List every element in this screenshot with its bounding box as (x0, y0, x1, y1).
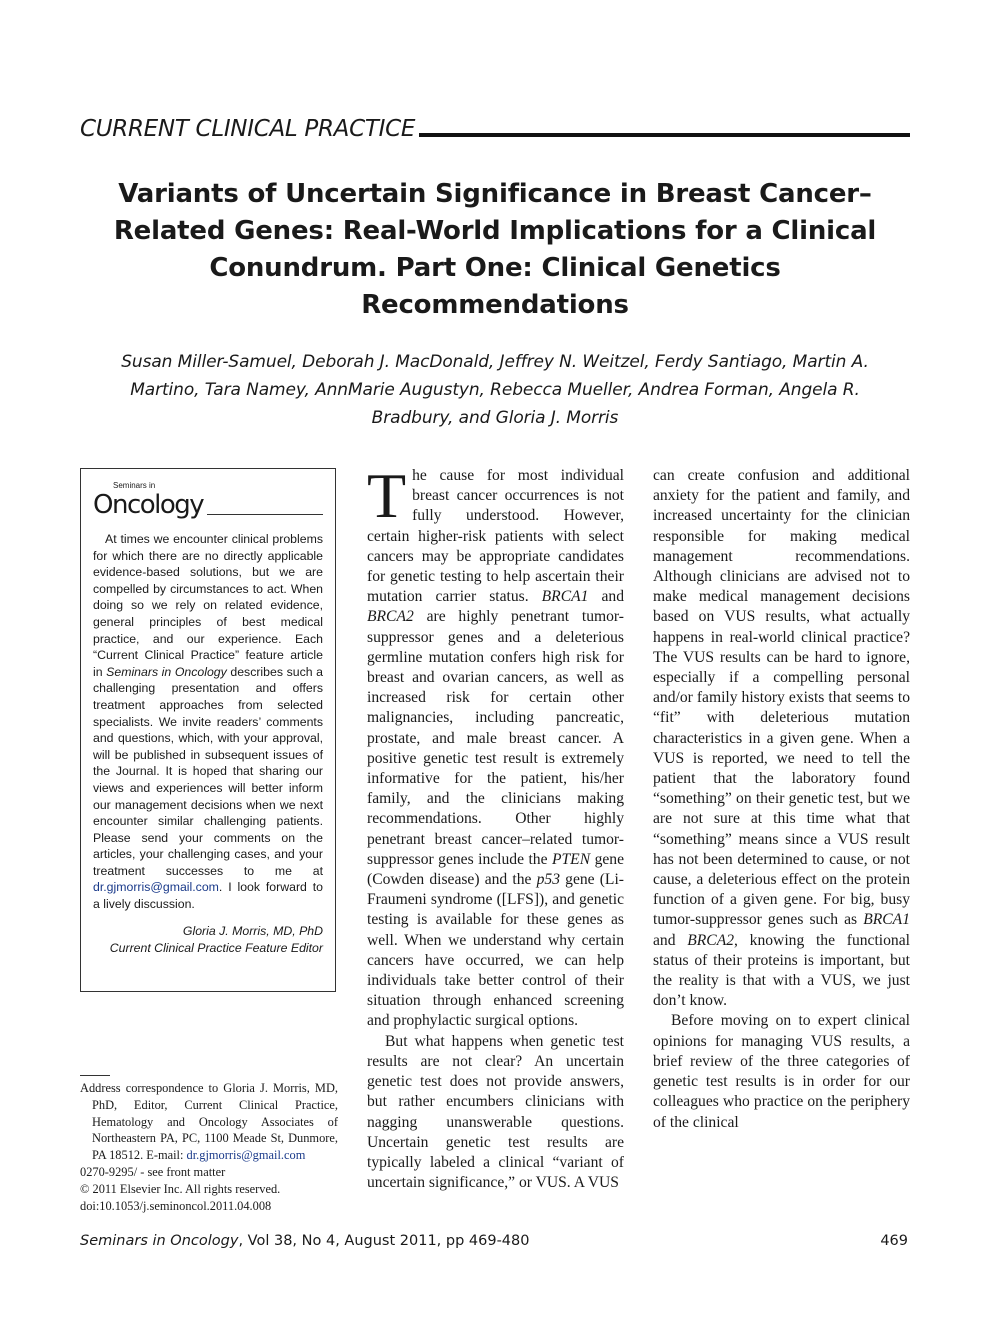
body-paragraph-3: Before moving on to expert clinical opinions for managing VUS results, a brief review of the three categories of genetic test results is in order for our colleagues who practice on the periphery of the clinical (653, 1012, 910, 1131)
article-title: Variants of Uncertain Significance in Breast Cancer–Related Genes: Real-World Implications for a Clinical Conundrum. Part One: Clinical Genetics Recommendations (113, 179, 877, 320)
paragraph-2-continuation-text: can create confusion and additional anxiety for the patient and family, and increased uncertainty for the clinician responsible for making medical management recommendations. Although clinicians are advised not to make medical management decisions based on VUS results, what actually happens in real-world clinical practice? The VUS results can be hard to ignore, especially if a compelling personal and/or family history exists that seems to “fit” with deleterious mutation characteristics in a given gene. When a VUS is reported, we need to tell the patient that the laboratory found “something” on their genetic test, but we are not sure at this time what that “something” means since a VUS result has not been determined to cause, or not cause, a deleterious effect on the protein function of a given gene. For big, busy tumor-suppressor genes such as (653, 467, 910, 929)
footer-citation: Seminars in Oncology, Vol 38, No 4, August 2011, pp 469-480 (80, 1233, 530, 1249)
author-list: Susan Miller-Samuel, Deborah J. MacDonald, Jeffrey N. Weitzel, Ferdy Santiago, Martin A. Martino, Tara Namey, AnnMarie Augustyn, Rebecca Mueller, Andrea Forman, Angela R. Bradbury, and Gloria J. Morris (121, 352, 869, 428)
page-number: 469 (880, 1233, 908, 1249)
journal-logo (93, 483, 323, 519)
editor-email-link[interactable]: dr.gjmorris@gmail.com (93, 880, 219, 895)
logo-big-text: Oncology (93, 490, 204, 520)
section-label: CURRENT CLINICAL PRACTICE (80, 116, 416, 142)
issn-line: 0270-9295/ - see front matter (80, 1164, 226, 1179)
body-paragraph-2: But what happens when genetic test results are not clear? An uncertain genetic test does not provide answers, but rather encumbers clinicians with nagging unanswerable questions. Uncertain genetic test results are typically labeled a clinical “variant of uncertain significance,” or VUS. A VUS (367, 1032, 624, 1192)
footer-journal: Seminars in Oncology (80, 1233, 239, 1249)
body-paragraph-1: The cause for most individual breast cancer occurrences is not fully understood. However, certain higher-risk patients with select cancers may be appropriate candidates for genetic testing to help ascertain their mutation carrier status. BRCA1 and BRCA2 are highly penetrant tumor-suppressor genes and a deleterious germline mutation confers high risk for breast and ovarian cancers, as well as increased risk for certain other malignancies, including pancreatic, prostate, and male breast cancer. A positive genetic test result is extremely informative for the patient, his/her family, and the clinicians making recommendations. Other highly penetrant breast cancer–related tumor-suppressor genes include the PTEN gene (Cowden disease) and the p53 gene (Li-Fraumeni syndrome ([LFS]), and genetic testing is available for these genes as well. When we understand why certain cancers have occurred, we can help individuals take better control of their situation through enhanced screening and prophylactic surgical options. (367, 460, 625, 1030)
correspondence-address: Address correspondence to Gloria J. Morris, MD, PhD, Editor, Current Clinical Practice, Hematology and Oncology Associates of Northeastern PA, PC, 1100 Meade St, Dunmore, PA 18512. E-mail: dr.gjmorris@gmail.com (80, 1081, 338, 1163)
logo-small-text: Seminars in (113, 481, 156, 490)
doi-line: doi:10.1053/j.seminoncol.2011.04.008 (80, 1198, 272, 1213)
header-rule (419, 133, 910, 137)
signature-title: Current Clinical Practice Feature Editor (109, 940, 323, 955)
editor-note-text: At times we encounter clinical problems for which there are no directly applicable evidence-based solutions, but we are compelled by circumstances to act. When doing so we rely on related evidence, general principles of best medical practice, and our experience. Each “Current Clinical Practice” feature article in Seminars in Oncology describes such a challenging presentation and offers treatment approaches from selected specialists. We invite readers’ comments and questions, which, with your approval, will be published in subsequent issues of the Journal. It is hoped that sharing our views and experiences will better inform our management decisions when we next encounter similar challenging patients. Please send your comments on the articles, your challenging cases, and your treatment successes to me at dr.gjmorris@gmail.com. I look forward to a lively discussion. (93, 532, 323, 912)
body-column-1 (367, 460, 625, 1193)
section-header (80, 110, 910, 142)
drop-cap: T (367, 460, 407, 531)
signature-name: Gloria J. Morris, MD, PhD (182, 923, 323, 938)
footnote-rule (80, 1075, 110, 1076)
journal-name: Seminars in Oncology (106, 664, 227, 679)
logo-rule (207, 514, 323, 515)
editor-signature (93, 923, 323, 957)
editor-note-box (80, 468, 336, 992)
body-column-2 (653, 466, 910, 1133)
copyright-line: © 2011 Elsevier Inc. All rights reserved. (80, 1181, 281, 1196)
correspondence-email-link[interactable]: dr.gjmorris@gmail.com (186, 1148, 306, 1163)
footnote (80, 1080, 338, 1214)
body-paragraph-2-cont: can create confusion and additional anxiety for the patient and family, and increased uncertainty for the clinician responsible for making medical management recommendations. Although clinicians are advised not to make medical management decisions based on VUS results, what actually happens in real-world clinical practice? The VUS results can be hard to ignore, especially if a compelling personal and/or family history exists that seems to “fit” with deleterious mutation characteristics in a given gene. When a VUS is reported, we need to tell the patient that the laboratory found “something” on their genetic test, but we are not sure at this time what that “something” means since a VUS result has not been determined to cause, or not cause, a deleterious effect on the protein function of a given gene. For big, busy tumor-suppressor genes such as BRCA1 and BRCA2, knowing the functional status of their proteins is important, but the reality is that with a VUS, we just don’t know. (653, 467, 910, 1010)
